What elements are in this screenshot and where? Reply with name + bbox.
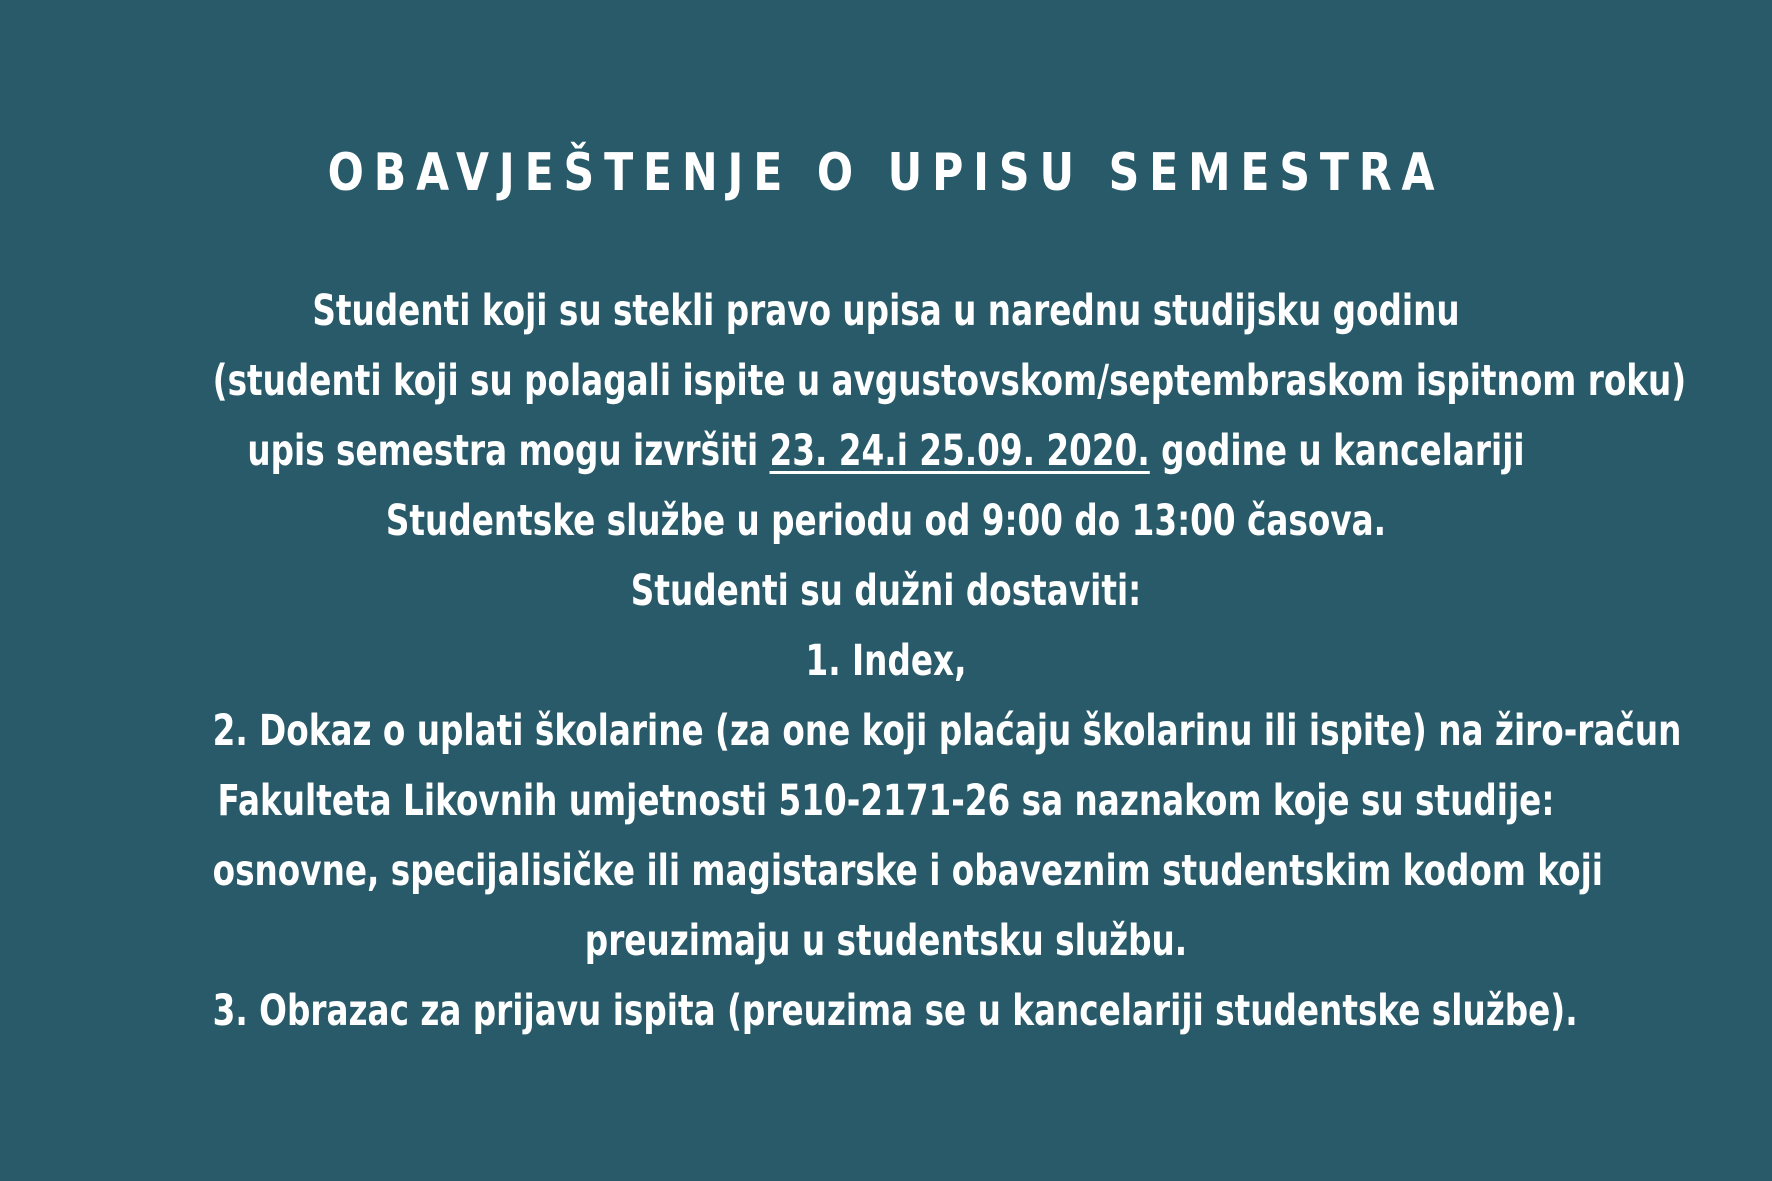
notice-line-3-end: godine u kancelariji <box>1149 426 1525 476</box>
requirement-3: 3. Obrazac za prijavu ispita (preuzima se u kancelariji studentske službe). <box>212 986 1578 1036</box>
notice-line-5: Studenti su dužni dostaviti: <box>630 566 1142 616</box>
notice-line-1: Studenti koji su stekli pravo upisa u narednu studijsku godinu <box>312 286 1460 336</box>
requirement-2-continued-3: preuzimaju u studentsku službu. <box>584 916 1188 966</box>
requirement-2-continued-1: Fakulteta Likovnih umjetnosti 510-2171-26 sa naznakom koje su studije: <box>217 776 1555 826</box>
notice-line-4: Studentske službe u periodu od 9:00 do 13:00 časova. <box>385 496 1387 546</box>
notice-line-2: (studenti koji su polagali ispite u avgustovskom/septembraskom ispitnom roku) <box>212 356 1687 406</box>
requirement-1: 1. Index, <box>805 636 967 686</box>
notice-body <box>0 276 1772 1046</box>
notice-line-3 <box>213 416 1560 486</box>
enrollment-dates: 23. 24.i 25.09. 2020. <box>769 426 1150 476</box>
requirement-2: 2. Dokaz o uplati školarine (za one koji plaćaju školarinu ili ispite) na žiro-račun <box>212 706 1682 756</box>
notice-line-3-start: upis semestra mogu izvršiti <box>247 426 770 476</box>
notice-title: OBAVJEŠTENJE O UPISU SEMESTRA <box>327 143 1445 203</box>
requirement-2-continued-2: osnovne, specijalisičke ili magistarske i obaveznim studentskim kodom koji <box>212 846 1603 896</box>
